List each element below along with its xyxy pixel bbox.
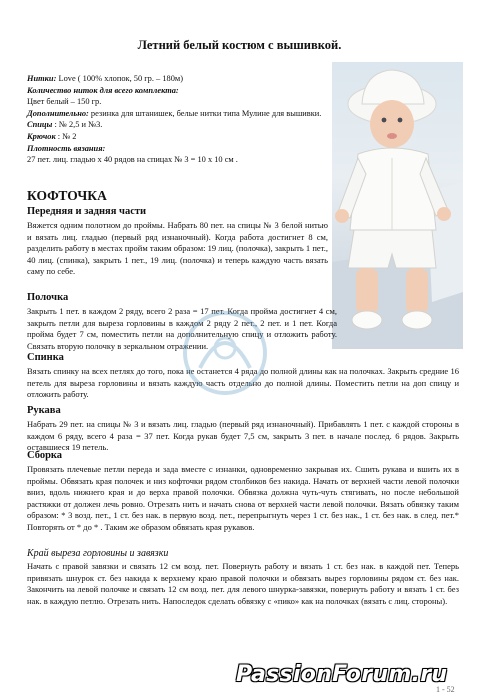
page-title: Летний белый костюм с вышивкой. <box>137 38 342 52</box>
extra-label: Дополнительно: <box>27 108 89 118</box>
needles-value: : № 2,5 и №3. <box>52 120 103 130</box>
yarn-label: Нитки: <box>27 74 57 83</box>
section-heading-kofta: КОФТОЧКА <box>27 188 107 203</box>
subheading-sborka: Сборка <box>27 450 63 461</box>
spinka-text: Вязать спинку на всех петлях до того, пока не останется 4 ряда до полной длины как на полочках. Закрыть средние 16 петель для выреза горловины и вязать каждую часть отдельно до полной длины. Поместить петли на доп спицу и отложить работу. <box>27 366 459 400</box>
doll-photo <box>332 62 463 349</box>
rukava-text: Набрать 29 пет. на спицы № 3 и вязать лиц. гладью (первый ряд изнаночный). Прибавлять 1 пет. с каждой стороны в каждом 6 ряду, всего 4 раза = 37 пет. Когда рукав будет 7,5 см, закрыть 3 пет. в начале послед. 6 рядов. Закрыть оставшиеся 19 петель. <box>27 419 459 453</box>
color-line: Цвет белый – 150 гр. <box>27 97 102 107</box>
density-value: 27 пет. лиц. гладью х 40 рядов на спицах № 3 = 10 х 10 см . <box>27 155 238 165</box>
density-label: Плотность вязания: <box>27 143 106 153</box>
subheading-rukava: Рукава <box>27 405 61 416</box>
materials-block <box>27 73 330 166</box>
density-label-line <box>27 143 330 155</box>
doll-illustration <box>332 62 463 349</box>
subheading-spinka: Спинка <box>27 352 64 363</box>
yarn-value: Love ( 100% хлопок, 50 гр. – 180м) <box>56 74 183 83</box>
page-number: 1 - 52 <box>436 685 455 694</box>
hook-value: : № 2 <box>55 131 77 141</box>
polochka-text: Закрыть 1 пет. в каждом 2 ряду, всего 2 раза = 17 пет. Когда пройма достигнет 4 см, закрыть петли для выреза горловины в каждом 2 ряду 2 пет., 2 пет. и 1 пет. Когда пройма будет 7 см, поместить петли на дополнительную спицу и отложить работу. Связать вторую полочку в зеркальном отражении. <box>27 306 337 351</box>
subheading-front-back: Передняя и задняя части <box>27 206 147 217</box>
front-back-text: Вяжется одним полотном до проймы. Набрать 80 пет. на спицы № 3 белой нитью и вязать лиц. гладью (первый ряд изнаночный). Когда работа достигнет 8 см, разделить работу в местах пройм таким образом: 19 лиц. (полочка), закрыть 1 пет., 40 лиц. (спинка), закрыть 1 пет., 19 лиц. (полочка) и теперь каждую часть вязать саму по себе. <box>27 220 328 277</box>
extra-line <box>27 108 330 120</box>
quantity-line <box>27 85 330 97</box>
subheading-vyrez: Край выреза горловины и завязки <box>27 548 169 559</box>
needles-line <box>27 119 330 131</box>
sborka-text: Провязать плечевые петли переда и зада вместе с изнанки, одновременно закрывая их. Сшить рукава и вшить их в проймы. Обвязать края полочек и низ кофточки рядом столбиков без накида. Начать от верхней части левой полочки вниз, вдоль нижнего края и до верха правой полочки. Обвязка должна чуть-чуть стягивать, но после небольшой растяжки от должен лечь ровно. Отрезать нить и начать снова от верхней части левой полочки. Вязать обвязку таким образом: * 3 возд. пет., 1 ст. без нак. в первую возд. пет., перепрыгнуть через 1 ст. без нак., 1 ст. без нак. в след. пет.* Повторять от * до * . Таким же образом обвязать края рукавов. <box>27 464 459 532</box>
hook-label: Крючок <box>27 131 56 141</box>
extra-value: резинка для штанишек, белые нитки типа Мулине для вышивки. <box>88 108 322 118</box>
quantity-label: Количество ниток для всего комплекта: <box>27 85 179 95</box>
brand-watermark: PassionForum.ru <box>236 662 448 687</box>
hook-line <box>27 131 330 143</box>
subheading-polochka: Полочка <box>27 292 69 303</box>
needles-label: Спицы <box>27 120 53 130</box>
yarn-line <box>27 73 330 85</box>
vyrez-text: Начать с правой завязки и связать 12 см возд. пет. Повернуть работу и вязать 1 ст. без нак. в каждой пет. Теперь привязать шнурок ст. без накида к верхнему краю правой полочки и обвязать вырез горловины рядом ст. без нак. Закончить на левой полочке и связать 12 см возд. пет. для левого шнурка-завязки, повернуть работу и вязать 1 ст. без нак. в каждую петлю. Отрезать нить. Напоследок сделать обвязку с «пико» как на полочках (вязать с лиц. стороны). <box>27 561 459 606</box>
